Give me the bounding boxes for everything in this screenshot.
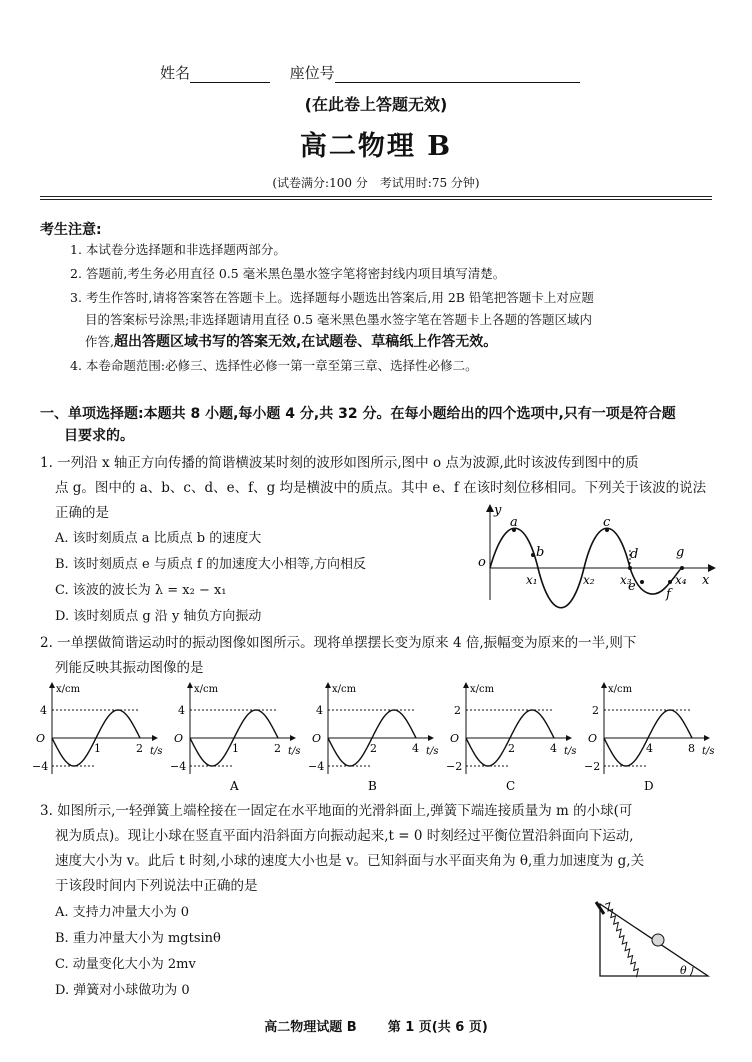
y-arrow: [325, 682, 331, 688]
q3-stem-line4: 于该段时间内下列说法中正确的是: [55, 878, 258, 894]
t2-tick: 8: [688, 742, 695, 755]
exam-title: 高二物理 B: [299, 131, 453, 162]
y-arrow: [49, 682, 55, 688]
origin-label: O: [312, 732, 322, 745]
q1-label-e: e: [628, 579, 636, 594]
q1-option-c[interactable]: C. 该波的波长为 λ = x₂ − x₁: [55, 583, 227, 598]
y-axis-label: x/cm: [56, 684, 81, 695]
t2-tick: 4: [412, 742, 419, 755]
q3-theta-label: θ: [680, 964, 687, 977]
option-letter: C: [506, 779, 516, 793]
q1-point-e: [640, 580, 644, 584]
q3-angle-arc: [690, 967, 693, 976]
header-divider-bottom: [40, 199, 712, 200]
origin-label: O: [450, 732, 460, 745]
name-label: 姓名: [160, 64, 191, 82]
neg-amp-tick: −4: [308, 760, 325, 773]
q1-point-b: [531, 553, 535, 557]
q1-label-d: d: [630, 547, 639, 562]
q2-graph-b[interactable]: [306, 680, 439, 795]
amp-tick: 4: [40, 704, 47, 717]
amp-tick: 2: [454, 704, 461, 717]
neg-amp-tick: −2: [446, 760, 463, 773]
origin-label: O: [36, 732, 46, 745]
y-axis-label: x/cm: [332, 684, 357, 695]
x-arrow: [290, 735, 296, 741]
q1-stem-line3: 正确的是: [55, 505, 109, 521]
q2-graph-original: [30, 680, 163, 795]
q2-stem-line1: 2. 一单摆做简谐运动时的振动图像如图所示。现将单摆摆长变为原来 4 倍,振幅变为原来的一半,则下: [40, 635, 637, 651]
t1-tick: 2: [370, 742, 377, 755]
amp-tick: 4: [178, 704, 185, 717]
q1-y-arrow: [486, 504, 494, 512]
notice-warning: 超出答题区域书写的答案无效,在试题卷、草稿纸上作答无效。: [113, 334, 498, 350]
q1-label-x: x: [702, 573, 710, 588]
x-axis-label: t/s: [702, 746, 715, 757]
q3-incline-figure: [594, 896, 714, 982]
q1-label-f: f: [666, 587, 671, 602]
seat-label: 座位号: [289, 64, 335, 82]
notice-item-2: 2. 答题前,考生务必用直径 0.5 毫米黑色墨水签字笔将密封线内项目填写清楚。: [70, 266, 506, 281]
neg-amp-tick: −4: [32, 760, 49, 773]
q1-label-b: b: [536, 545, 545, 560]
q1-label-x1: x₁: [526, 573, 538, 587]
q1-label-y: y: [494, 503, 502, 518]
notice-item-3-cont: 目的答案标号涂黑;非选择题请用直径 0.5 毫米黑色墨水签字笔在答题卡上各题的答题区域内: [85, 312, 593, 327]
notice-item-3-end: [85, 331, 725, 353]
section-title-line2: 目要求的。: [64, 428, 134, 444]
x-axis-label: t/s: [288, 746, 301, 757]
q3-option-c[interactable]: C. 动量变化大小为 2mv: [55, 957, 196, 972]
seat-blank[interactable]: [335, 67, 580, 83]
notice-title: 考生注意:: [40, 222, 102, 238]
q1-point-g: [680, 566, 684, 570]
q3-stem-line1: 3. 如图所示,一轻弹簧上端栓接在一固定在水平地面的光滑斜面上,弹簧下端连接质量为 m 的小球(可: [40, 803, 633, 819]
origin-label: O: [588, 732, 598, 745]
y-axis-label: x/cm: [470, 684, 495, 695]
q2-graph-row: [30, 680, 730, 795]
notice-item-3-tail: 作答,: [85, 334, 114, 349]
invalid-note: (在此卷上答题无效): [304, 95, 448, 114]
q1-label-x3: x₃: [620, 573, 632, 587]
t1-tick: 1: [232, 742, 239, 755]
q3-option-b[interactable]: B. 重力冲量大小为 mgtsinθ: [55, 931, 221, 946]
option-letter: D: [644, 779, 654, 793]
t2-tick: 2: [274, 742, 281, 755]
x-axis-label: t/s: [564, 746, 577, 757]
q1-stem-line2: 点 g。图中的 a、b、c、d、e、f、g 均是横波中的质点。其中 e、f 在该时刻位移相同。下列关于该波的说法: [55, 480, 707, 496]
y-arrow: [601, 682, 607, 688]
section-title: [40, 403, 715, 447]
t1-tick: 2: [508, 742, 515, 755]
q1-label-o: o: [478, 555, 486, 570]
header-divider-top: [40, 196, 712, 197]
q3-stem-line2: 视为质点)。现让小球在竖直平面内沿斜面方向振动起来,t = 0 时刻经过平衡位置沿斜面向下运动,: [55, 828, 634, 844]
section-title-line1: 一、单项选择题:本题共 8 小题,每小题 4 分,共 32 分。在每小题给出的四个选项中,只有一项是符合题: [40, 406, 676, 422]
footer-subject: 高二物理试题 B: [264, 1020, 357, 1035]
q1-option-d[interactable]: D. 该时刻质点 g 沿 y 轴负方向振动: [55, 609, 262, 624]
q1-wave-figure: [470, 500, 720, 605]
y-arrow: [187, 682, 193, 688]
option-letter: A: [230, 779, 239, 793]
t1-tick: 1: [94, 742, 101, 755]
q1-stem-line1: 1. 一列沿 x 轴正方向传播的简谐横波某时刻的波形如图所示,图中 o 点为波源,此时该波传到图中的质: [40, 455, 639, 471]
amp-tick: 2: [592, 704, 599, 717]
y-axis-label: x/cm: [608, 684, 633, 695]
t2-tick: 2: [136, 742, 143, 755]
neg-amp-tick: −4: [170, 760, 187, 773]
neg-amp-tick: −2: [584, 760, 601, 773]
option-letter: B: [368, 779, 377, 793]
q2-stem-line2: 列能反映其振动图像的是: [55, 660, 204, 676]
q2-graph-d[interactable]: [582, 680, 715, 795]
q1-point-d: [628, 566, 632, 570]
q3-spring: [581, 901, 662, 977]
q1-label-g: g: [676, 545, 685, 560]
notice-item-1: 1. 本试卷分选择题和非选择题两部分。: [70, 242, 286, 257]
amp-tick: 4: [316, 704, 323, 717]
t1-tick: 4: [646, 742, 653, 755]
y-axis-label: x/cm: [194, 684, 219, 695]
notice-item-4: 4. 本卷命题范围:必修三、选择性必修一第一章至第三章、选择性必修二。: [70, 358, 478, 373]
q3-option-a[interactable]: A. 支持力冲量大小为 0: [55, 905, 190, 920]
t2-tick: 4: [550, 742, 557, 755]
q3-stem-line3: 速度大小为 v。此后 t 时刻,小球的速度大小也是 v。已知斜面与水平面夹角为 θ,重力加速度为 g,关: [55, 853, 645, 869]
q2-graph-a[interactable]: [168, 680, 301, 795]
page-footer: [0, 1016, 752, 1035]
footer-page: 第 1 页(共 6 页): [387, 1020, 488, 1035]
x-arrow: [152, 735, 158, 741]
q2-graph-c[interactable]: [444, 680, 577, 795]
q1-label-x2: x₂: [583, 573, 595, 587]
name-blank[interactable]: [190, 67, 270, 83]
origin-label: O: [174, 732, 184, 745]
candidate-info-line: [160, 62, 580, 83]
q1-label-a: a: [510, 515, 518, 530]
q3-ball: [652, 934, 664, 946]
y-arrow: [463, 682, 469, 688]
q3-option-d[interactable]: D. 弹簧对小球做功为 0: [55, 983, 190, 998]
x-arrow: [704, 735, 710, 741]
x-axis-label: t/s: [426, 746, 439, 757]
q1-x-arrow: [708, 564, 716, 572]
q1-option-b[interactable]: B. 该时刻质点 e 与质点 f 的加速度大小相等,方向相反: [55, 557, 366, 572]
q1-label-x4: x₄: [675, 573, 687, 587]
x-axis-label: t/s: [150, 746, 163, 757]
exam-meta: (试卷满分:100 分 考试用时:75 分钟): [272, 176, 480, 190]
notice-item-3: 3. 考生作答时,请将答案答在答题卡上。选择题每小题选出答案后,用 2B 铅笔把答题卡上对应题: [70, 290, 594, 305]
q1-point-f: [668, 580, 672, 584]
q1-option-a[interactable]: A. 该时刻质点 a 比质点 b 的速度大: [55, 531, 262, 546]
x-arrow: [566, 735, 572, 741]
q1-label-c: c: [603, 515, 611, 530]
x-arrow: [428, 735, 434, 741]
